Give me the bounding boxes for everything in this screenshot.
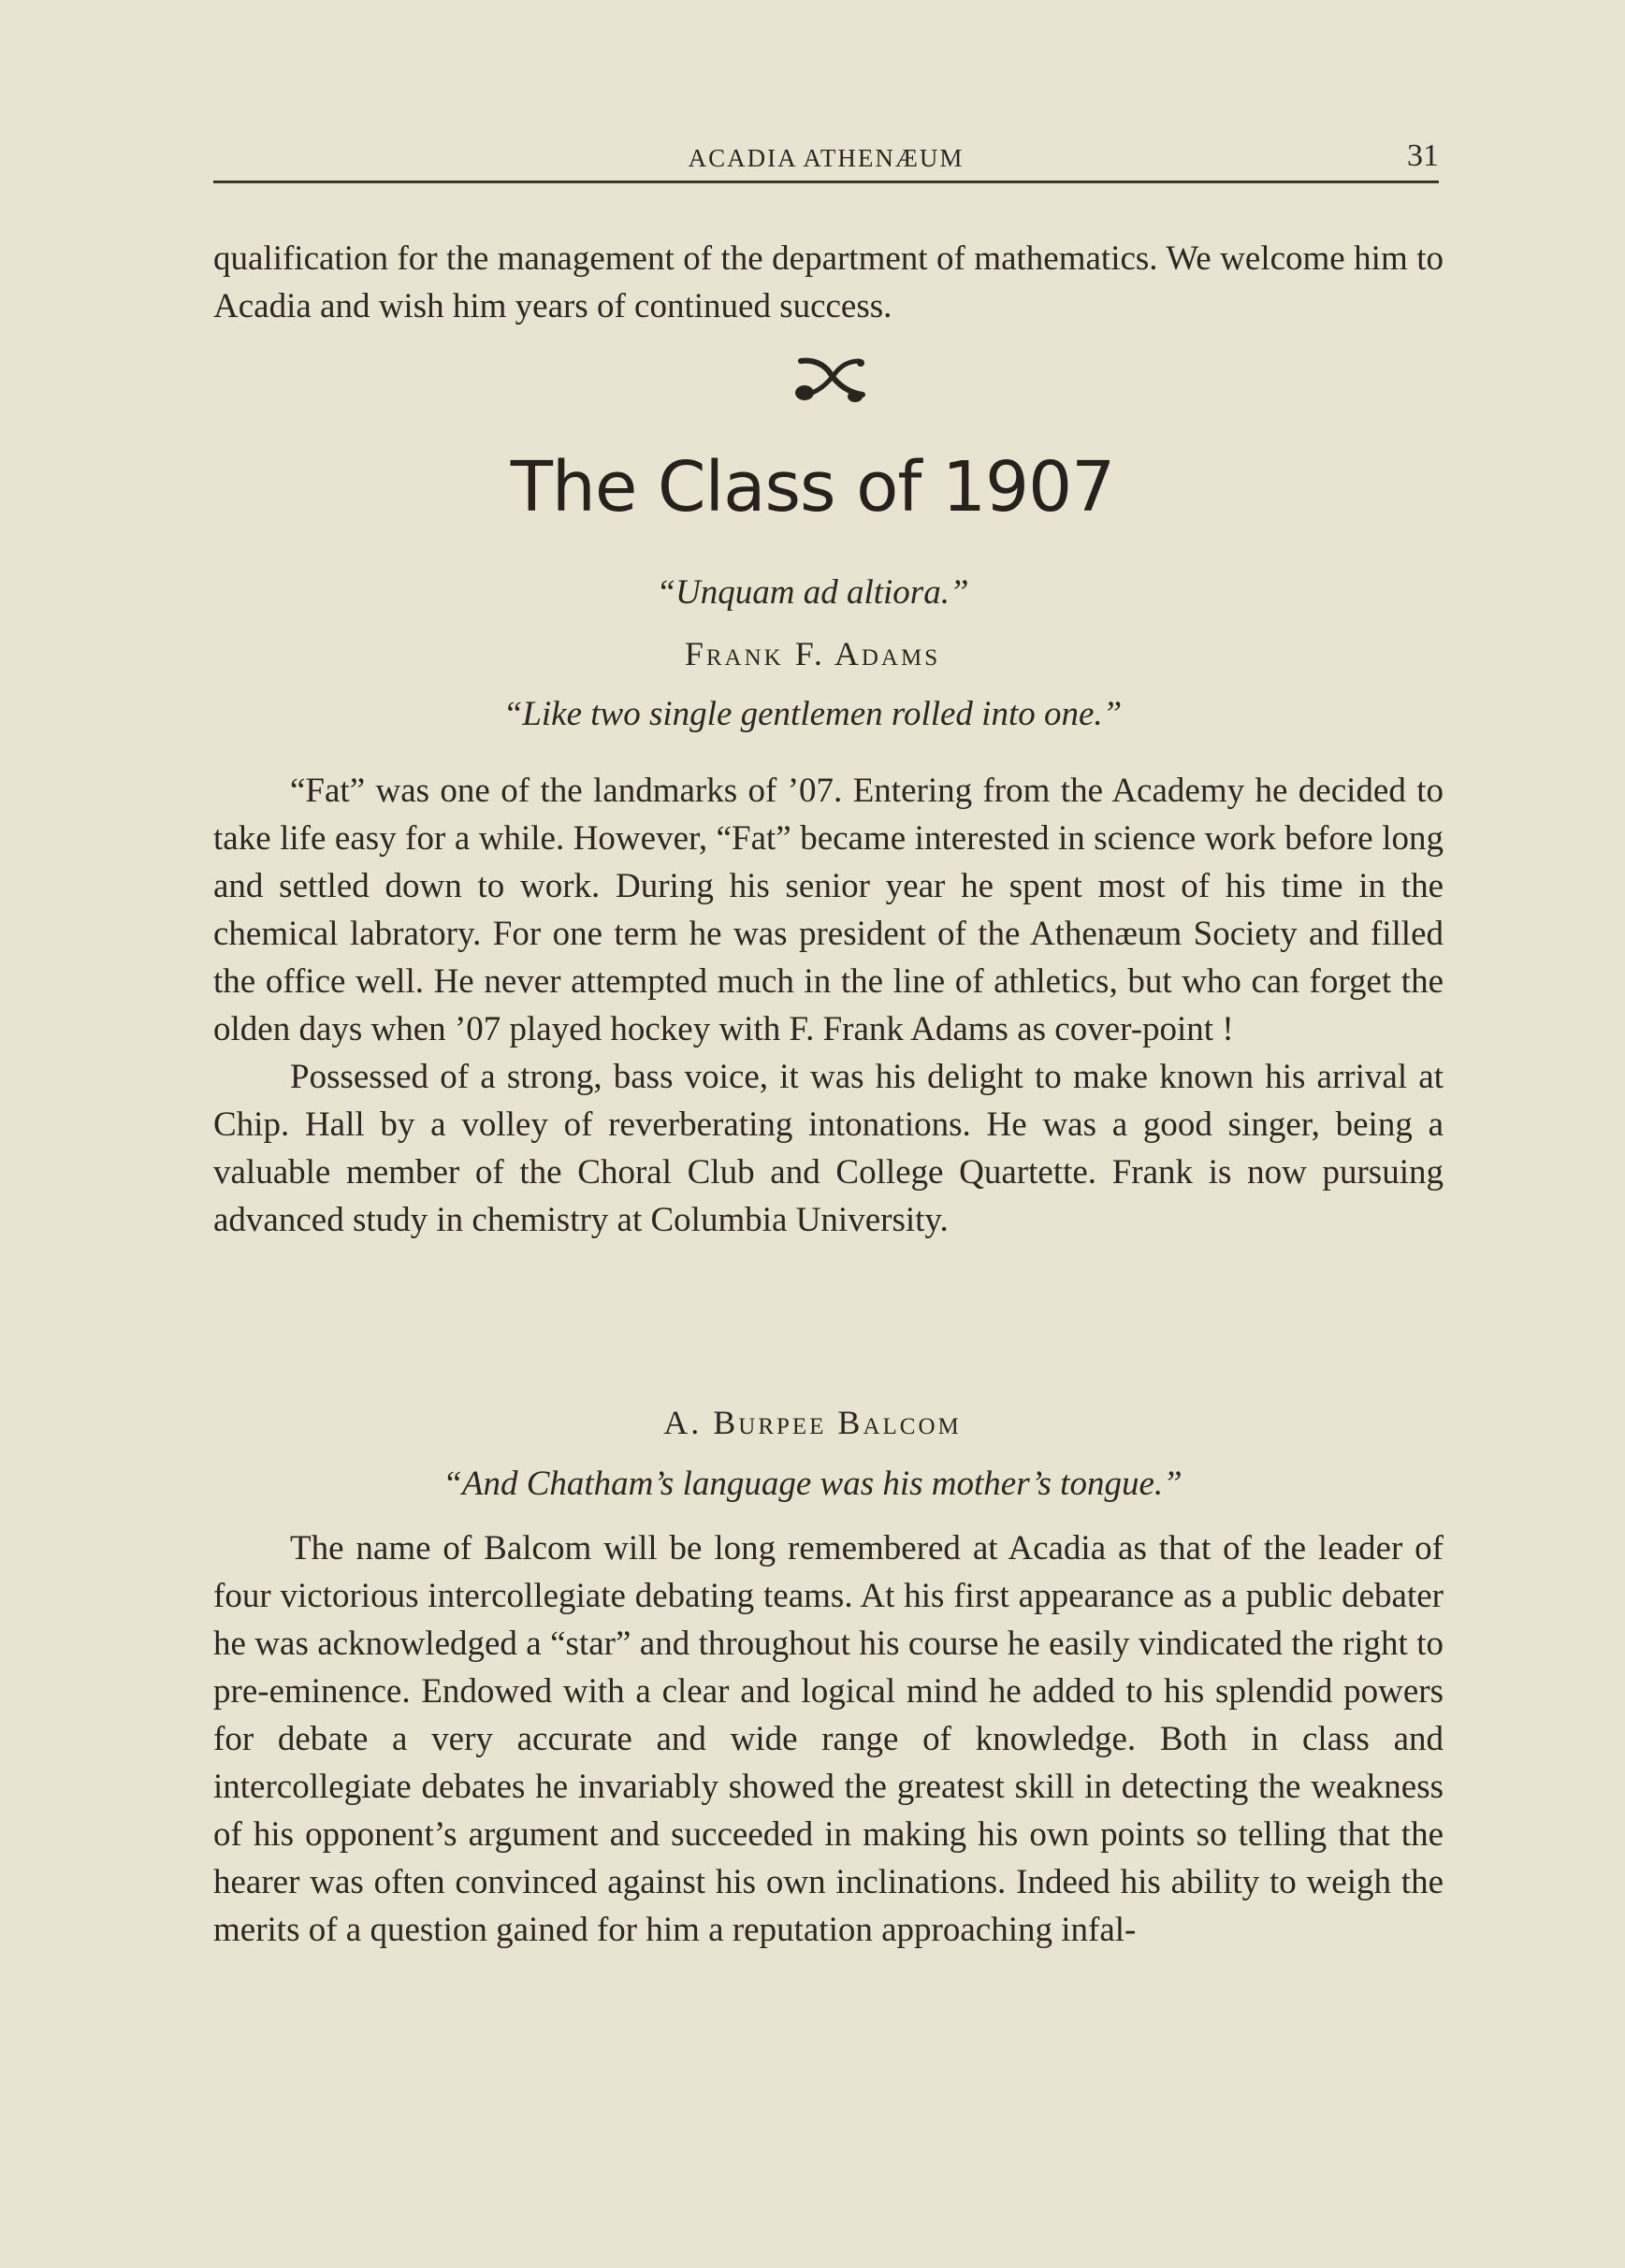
intro-paragraph: qualification for the management of the department of mathematics. We welcome him to Acadia and wish him years of continued success. — [213, 239, 1444, 325]
section-title: The Class of 1907 — [510, 447, 1115, 527]
bio-paragraph: The name of Balcom will be long remembered at Acadia as that of the leader of four victorious intercollegiate debating teams. At his first appearance as a public debater he was acknowledged a “star” and throughout his course he easily vindicated the right to pre-eminence. Endowed with a clear and logical mind he added to his splendid powers for debate a very accurate and wide range of knowledge. Both in class and intercollegiate debates he invariably showed the greatest skill in detecting the weakness of his opponent’s argument and succeeded in making his own points so telling that the hearer was often convinced against his own inclinations. Indeed his ability to weigh the merits of a question gained for him a reputation approaching infal- — [213, 1529, 1444, 1949]
entry-quote: “And Chatham’s language was his mother’s tongue.” — [443, 1465, 1182, 1503]
entry-bio — [213, 767, 1444, 1244]
bio-paragraph: Possessed of a strong, bass voice, it was his delight to make known his arrival at Chip. Hall by a volley of reverberating intonations. He was a good singer, being a valuable member of the Choral Club and College Quartette. Frank is now pursuing advanced study in chemistry at Columbia University. — [213, 1058, 1444, 1239]
running-title: ACADIA ATHENÆUM — [688, 144, 965, 172]
bio-paragraph: “Fat” was one of the landmarks of ’07. Entering from the Academy he decided to take life easy for a while. However, “Fat” became interested in science work before long and settled down to work. During his senior year he spent most of his time in the chemical labratory. For one term he was president of the Athenæum Society and filled the office well. He never attempted much in the line of athletics, but who can forget the olden days when ’07 played hockey with F. Frank Adams as cover-point ! — [213, 772, 1444, 1048]
entry-bio — [213, 1524, 1444, 1954]
running-head — [213, 140, 1439, 178]
intro-paragraph-block — [213, 235, 1444, 330]
class-motto: “Unquam ad altiora.” — [656, 573, 969, 612]
entry-name: Frank F. Adams — [684, 635, 941, 672]
page-number: 31 — [1407, 138, 1439, 173]
entry-name: A. Burpee Balcom — [663, 1404, 962, 1441]
entry-quote: “Like two single gentlemen rolled into one.” — [502, 695, 1123, 733]
fleuron-icon — [793, 350, 868, 406]
header-rule — [213, 181, 1439, 183]
